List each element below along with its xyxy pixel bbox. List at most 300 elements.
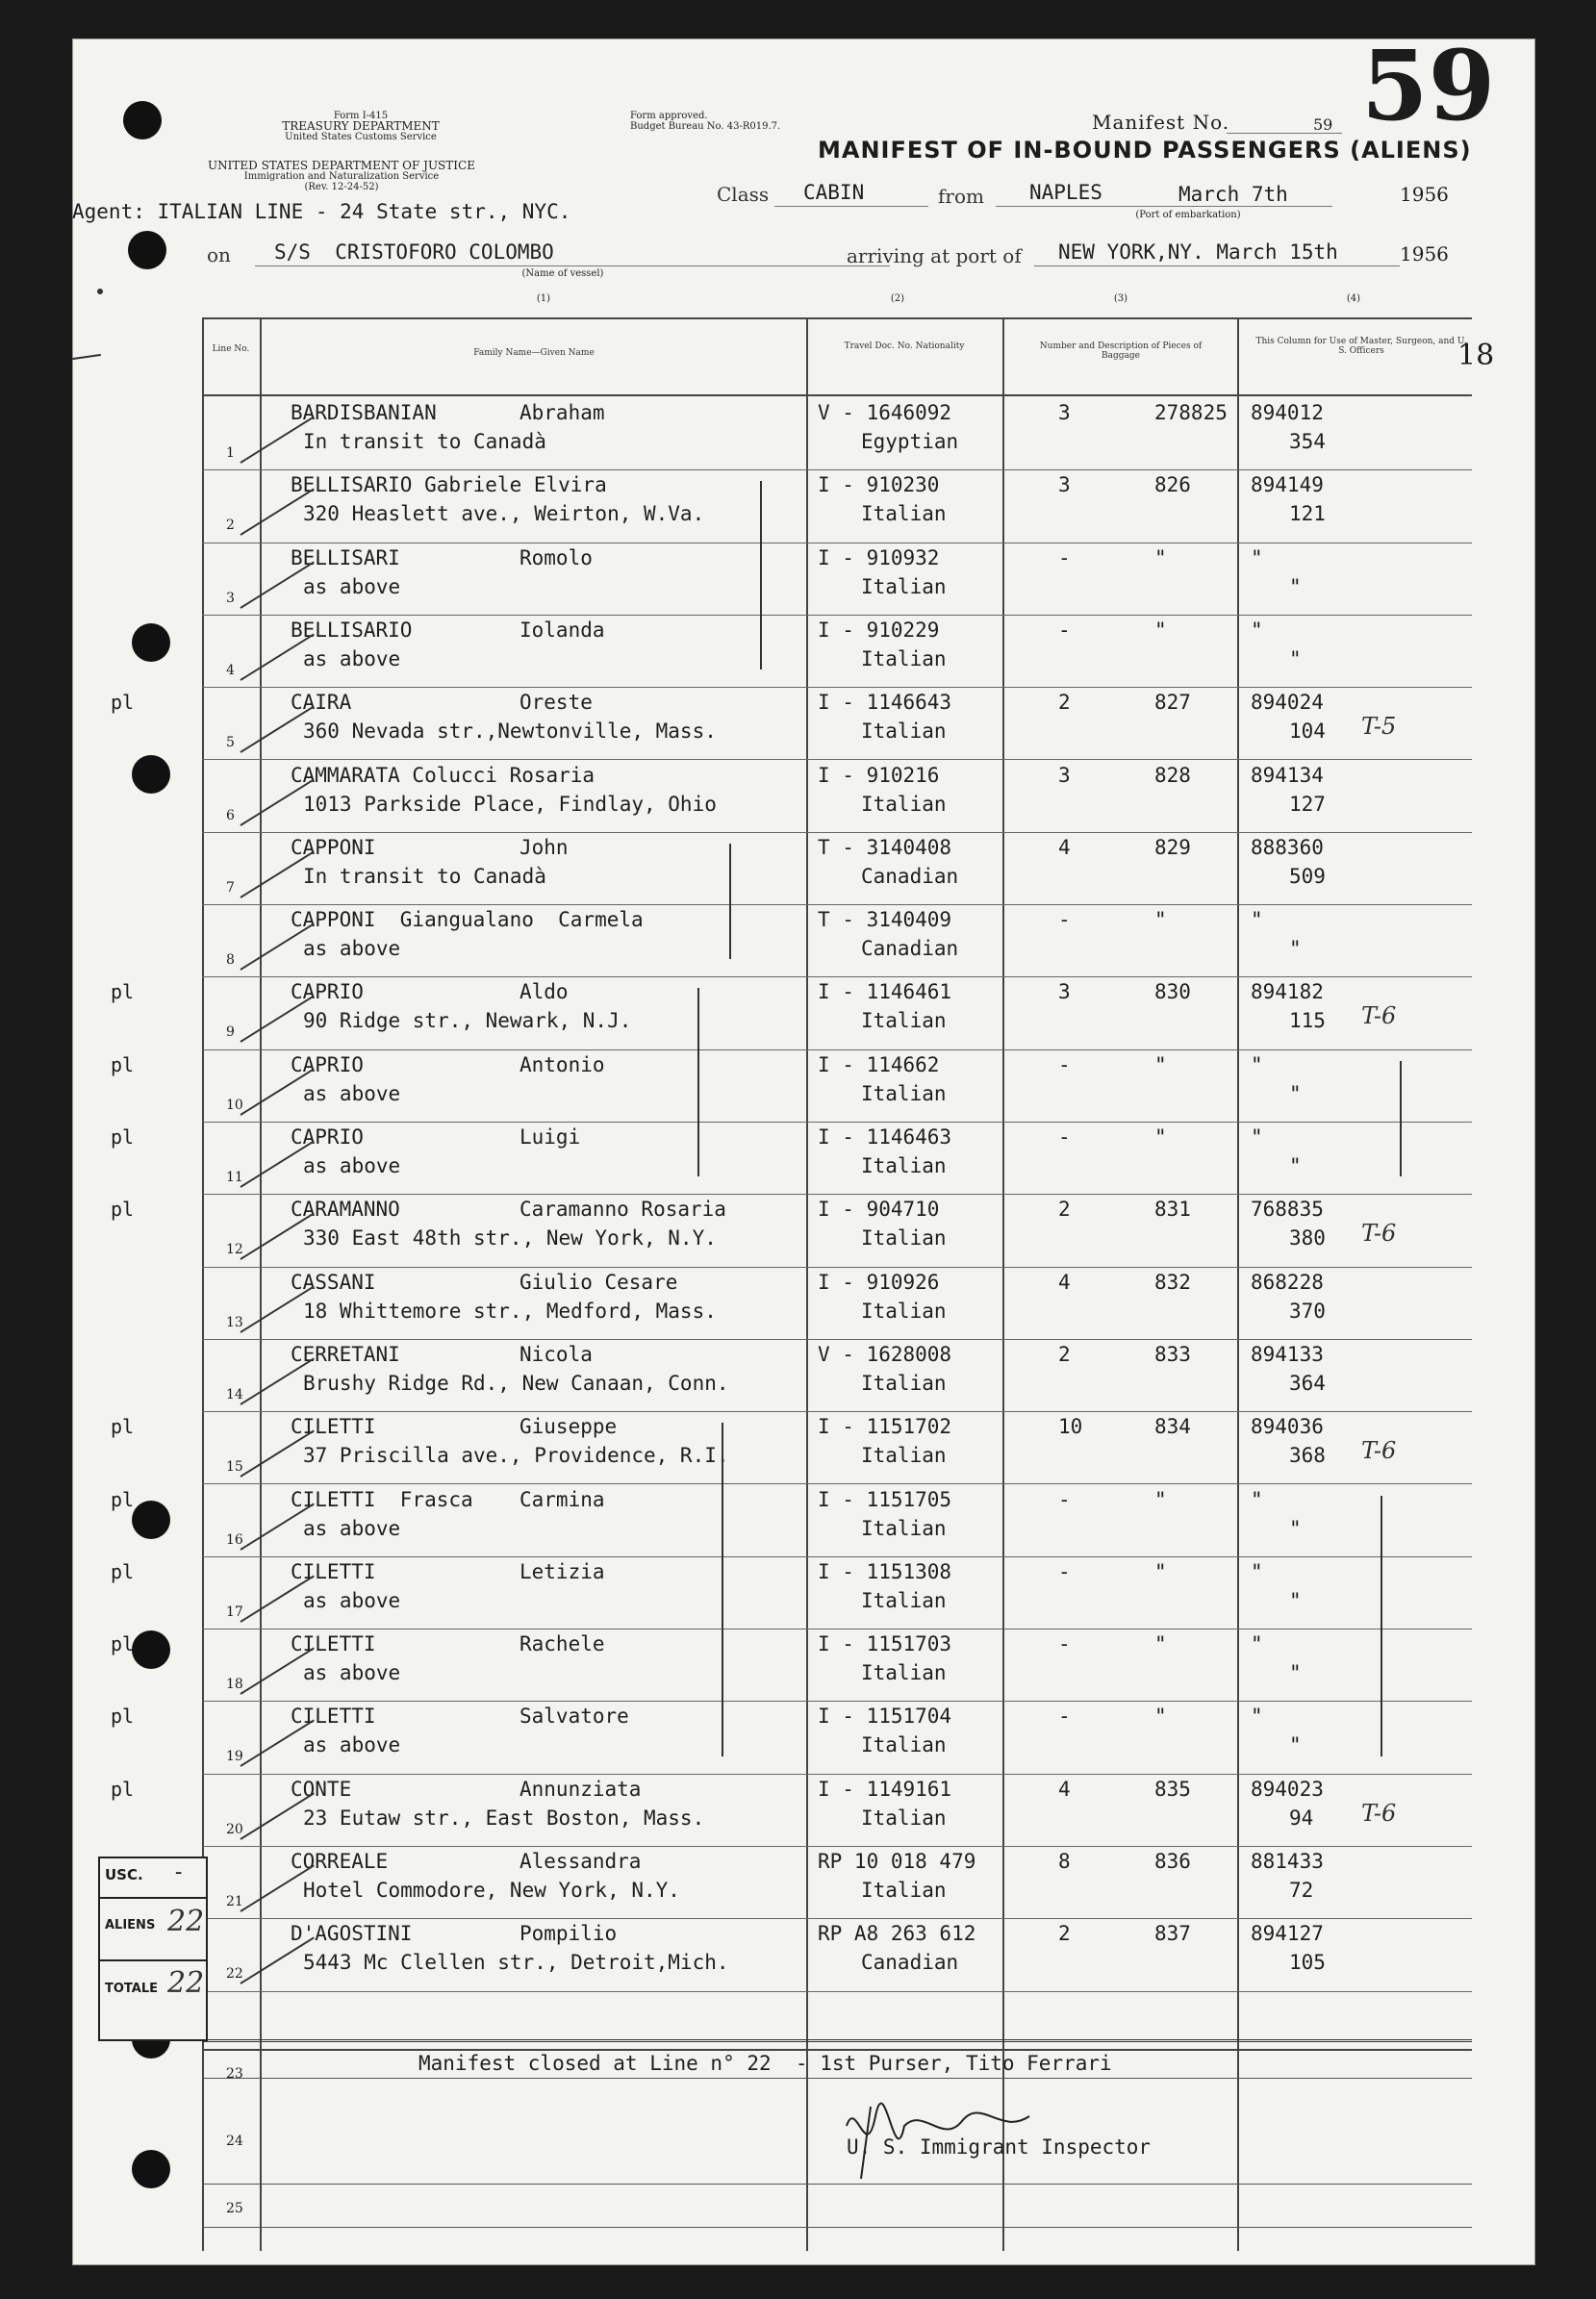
official-number: 894134: [1251, 763, 1324, 787]
pencil-annotation: T-6: [1361, 1002, 1397, 1030]
family-name: CAPRIO: [291, 1125, 364, 1149]
row-rule: [202, 1918, 1472, 1919]
baggage-description: 835: [1154, 1777, 1191, 1801]
table-row: [202, 471, 1472, 543]
col-header-official-use: This Column for Use of Master, Surgeon, and U. S. Officers: [1255, 337, 1467, 356]
official-number: ": [1251, 1559, 1263, 1583]
travel-doc-number: I - 910932: [818, 545, 940, 569]
line-number: 16: [226, 1531, 243, 1548]
from-port: NAPLES: [1029, 181, 1102, 204]
underline: [255, 265, 890, 266]
pl-mark: pl: [111, 1487, 135, 1511]
baggage-pieces: 2: [1058, 691, 1071, 715]
line-number: 10: [226, 1097, 243, 1113]
nationality: Italian: [861, 1081, 947, 1105]
baggage-description: 834: [1154, 1415, 1191, 1439]
line-number-23: 23: [226, 2066, 243, 2082]
row-rule: [202, 1701, 1472, 1702]
official-number: 894133: [1251, 1342, 1324, 1366]
baggage-description: 826: [1154, 473, 1191, 497]
manifest-title: MANIFEST OF IN-BOUND PASSENGERS (ALIENS): [818, 137, 1472, 164]
aliens-label: ALIENS: [105, 1918, 156, 1933]
side-number: 18: [1457, 339, 1495, 372]
port-caption: (Port of embarkation): [1135, 210, 1241, 220]
table-row: [111, 1486, 1472, 1558]
baggage-description: ": [1154, 545, 1167, 569]
official-number: 894182: [1251, 980, 1324, 1004]
table-row: [111, 1413, 1472, 1485]
family-name: CILETTI: [291, 1632, 376, 1656]
arrival-port-date: NEW YORK,NY. March 15th: [1058, 240, 1338, 264]
official-number: ": [1251, 1125, 1263, 1149]
punch-hole: [123, 101, 162, 139]
totale-label: TOTALE: [105, 1982, 159, 1996]
nationality: Italian: [861, 1444, 947, 1468]
punch-hole: [132, 623, 170, 662]
travel-doc-number: I - 1151705: [818, 1487, 952, 1511]
baggage-pieces: -: [1058, 908, 1071, 932]
travel-doc-number: I - 1151308: [818, 1559, 952, 1583]
family-bracket: [722, 1423, 723, 1756]
baggage-pieces: 10: [1058, 1415, 1083, 1439]
given-name: Rachele: [519, 1632, 605, 1656]
table-row: [202, 1920, 1472, 1992]
family-name: CAPRIO: [291, 980, 364, 1004]
baggage-pieces: 2: [1058, 1198, 1071, 1222]
pl-mark: pl: [111, 1705, 135, 1729]
table-row: [111, 1558, 1472, 1630]
address: as above: [303, 1588, 401, 1612]
travel-doc-number: RP 10 018 479: [818, 1850, 976, 1873]
underline: [996, 206, 1332, 207]
official-number: 881433: [1251, 1850, 1324, 1873]
line-number: 17: [226, 1604, 243, 1620]
class-value: CABIN: [803, 181, 865, 204]
line-number: 7: [226, 879, 235, 896]
table-row: [111, 1196, 1472, 1268]
address: as above: [303, 1081, 401, 1105]
baggage-description: ": [1154, 1632, 1167, 1656]
manifest-no-small: 59: [1313, 115, 1333, 134]
official-code: 127: [1289, 792, 1326, 816]
baggage-pieces: 3: [1058, 980, 1071, 1004]
nationality: Egyptian: [861, 430, 959, 453]
departure-date: March 7th: [1178, 183, 1288, 206]
line-number-25: 25: [226, 2201, 243, 2216]
form-approved-block: [630, 111, 780, 132]
budget-bureau: Budget Bureau No. 43-R019.7.: [630, 121, 781, 132]
given-name: Pompilio: [519, 1922, 618, 1946]
manifest-number: 59: [1361, 29, 1496, 142]
baggage-pieces: -: [1058, 1705, 1071, 1729]
col-number-2: (2): [890, 293, 905, 304]
official-number: ": [1251, 1705, 1263, 1729]
col-header-travel-doc: Travel Doc. No. Nationality: [844, 341, 965, 351]
table-row: [202, 1848, 1472, 1920]
arriving-label: arriving at port of: [847, 244, 1022, 267]
official-number: 894036: [1251, 1415, 1324, 1439]
travel-doc-number: I - 1146461: [818, 980, 952, 1004]
official-number: ": [1251, 908, 1263, 932]
pl-mark: pl: [111, 1198, 135, 1222]
line-number: 5: [226, 735, 235, 751]
inspector-label: U. S. Immigrant Inspector: [847, 2135, 1152, 2159]
official-code: ": [1289, 1733, 1302, 1757]
justice-dept: UNITED STATES DEPARTMENT OF JUSTICE: [208, 159, 475, 172]
baggage-pieces: -: [1058, 1125, 1071, 1149]
table-top-rule: [202, 317, 1472, 319]
row-rule: [202, 1629, 1472, 1630]
col-header-line-no: Line No.: [212, 344, 250, 354]
baggage-pieces: 3: [1058, 473, 1071, 497]
baggage-description: 833: [1154, 1342, 1191, 1366]
line-number: 6: [226, 807, 235, 823]
justice-block: [197, 161, 486, 192]
given-name: Aldo: [519, 980, 569, 1004]
pl-mark: pl: [111, 1632, 135, 1656]
baggage-description: ": [1154, 1705, 1167, 1729]
baggage-pieces: 4: [1058, 835, 1071, 859]
address: as above: [303, 1516, 401, 1540]
table-row: [202, 1269, 1472, 1341]
given-name: Giuseppe: [519, 1415, 618, 1439]
baggage-pieces: -: [1058, 618, 1071, 642]
on-label: on: [207, 243, 231, 266]
row-rule: [202, 2184, 1472, 2185]
address: Hotel Commodore, New York, N.Y.: [303, 1879, 680, 1902]
pl-mark: pl: [111, 1559, 135, 1583]
pencil-annotation: T-6: [1361, 1437, 1397, 1465]
official-number: 768835: [1251, 1198, 1324, 1222]
table-row: [202, 834, 1472, 906]
given-name: Romolo: [519, 545, 593, 569]
official-code: ": [1289, 646, 1302, 670]
address: as above: [303, 937, 401, 961]
revision-date: (Rev. 12-24-52): [304, 182, 379, 192]
nationality: Canadian: [861, 937, 959, 961]
line-number: 21: [226, 1894, 243, 1909]
pl-mark: pl: [111, 1777, 135, 1801]
official-code: 94: [1289, 1806, 1314, 1830]
family-bracket: [729, 844, 731, 960]
official-code: ": [1289, 1516, 1302, 1540]
underline: [774, 206, 928, 207]
baggage-description: 837: [1154, 1922, 1191, 1946]
row-rule: [202, 1991, 1472, 1992]
baggage-pieces: 3: [1058, 401, 1071, 424]
baggage-description: ": [1154, 1052, 1167, 1076]
vessel-name: S/S CRISTOFORO COLOMBO: [274, 240, 554, 264]
given-name: Alessandra: [519, 1850, 642, 1873]
ink-dot: [97, 289, 103, 294]
official-number: 894012: [1251, 401, 1324, 424]
pl-mark: pl: [111, 691, 135, 715]
row-rule: [202, 1122, 1472, 1123]
family-name: CORREALE: [291, 1850, 389, 1873]
travel-doc-number: I - 904710: [818, 1198, 940, 1222]
punch-hole: [132, 1501, 170, 1539]
table-row: [111, 978, 1472, 1050]
baggage-description: 830: [1154, 980, 1191, 1004]
baggage-pieces: -: [1058, 1487, 1071, 1511]
given-name: Annunziata: [519, 1777, 642, 1801]
given-name: Salvatore: [519, 1705, 629, 1729]
vessel-caption: (Name of vessel): [521, 268, 604, 279]
official-number: 868228: [1251, 1270, 1324, 1294]
baggage-description: ": [1154, 908, 1167, 932]
family-name: CILETTI: [291, 1705, 376, 1729]
nationality: Italian: [861, 1806, 947, 1830]
given-name: Nicola: [519, 1342, 593, 1366]
travel-doc-number: I - 910229: [818, 618, 940, 642]
tally-box: [98, 1857, 208, 2041]
address: as above: [303, 574, 401, 598]
row-rule: [202, 1556, 1472, 1557]
pl-mark: pl: [111, 1125, 135, 1149]
baggage-description: 827: [1154, 691, 1191, 715]
address: 1013 Parkside Place, Findlay, Ohio: [303, 792, 717, 816]
form-approved: Form approved.: [630, 111, 708, 121]
ins-service: Immigration and Naturalization Service: [243, 171, 440, 182]
row-rule: [202, 1483, 1472, 1484]
baggage-pieces: -: [1058, 1559, 1071, 1583]
table-row: [202, 617, 1472, 689]
punch-hole: [128, 231, 166, 269]
family-name: D'AGOSTINI: [291, 1922, 413, 1946]
row-rule: [202, 1194, 1472, 1195]
baggage-pieces: 2: [1058, 1342, 1071, 1366]
given-name: Abraham: [519, 401, 605, 424]
line-number: 12: [226, 1242, 243, 1258]
nationality: Italian: [861, 574, 947, 598]
nationality: Italian: [861, 502, 947, 526]
baggage-pieces: 8: [1058, 1850, 1071, 1873]
row-rule: [202, 904, 1472, 905]
nationality: Italian: [861, 1226, 947, 1251]
line-number: 20: [226, 1821, 243, 1837]
col-number-3: (3): [1113, 293, 1128, 304]
table-row: [111, 1776, 1472, 1848]
travel-doc-number: I - 910230: [818, 473, 940, 497]
row-rule: [202, 976, 1472, 977]
official-code: 121: [1289, 502, 1326, 526]
tally-rule: [100, 1959, 206, 1961]
family-bracket: [1400, 1061, 1402, 1177]
totale-value: 22: [167, 1966, 205, 2000]
family-name: CAMMARATA Colucci Rosaria: [291, 763, 595, 787]
aliens-value: 22: [167, 1905, 205, 1938]
row-rule: [202, 759, 1472, 760]
address: Brushy Ridge Rd., New Canaan, Conn.: [303, 1371, 729, 1395]
nationality: Italian: [861, 720, 947, 744]
baggage-description: 831: [1154, 1198, 1191, 1222]
line-number: 1: [226, 445, 235, 461]
tally-rule: [100, 1897, 206, 1899]
address: 37 Priscilla ave., Providence, R.I.: [303, 1444, 729, 1468]
official-number: ": [1251, 618, 1263, 642]
closing-statement: Manifest closed at Line n° 22 - 1st Purser, Tito Ferrari: [418, 2052, 1112, 2075]
row-rule: [202, 1411, 1472, 1412]
class-label: Class: [717, 183, 770, 206]
col-number-4: (4): [1346, 293, 1361, 304]
official-number: ": [1251, 1487, 1263, 1511]
address: 90 Ridge str., Newark, N.J.: [303, 1009, 632, 1033]
baggage-pieces: 4: [1058, 1777, 1071, 1801]
given-name: Iolanda: [519, 618, 605, 642]
address: 320 Heaslett ave., Weirton, W.Va.: [303, 502, 705, 526]
pl-mark: pl: [111, 1415, 135, 1439]
form-id-block: [265, 111, 457, 142]
given-name: Oreste: [519, 691, 593, 715]
family-name: CILETTI Frasca: [291, 1487, 473, 1511]
closing-double-rule: [202, 2039, 1472, 2042]
given-name: Caramanno Rosaria: [519, 1198, 726, 1222]
row-rule: [202, 2227, 1472, 2228]
punch-hole: [132, 1630, 170, 1669]
nationality: Italian: [861, 646, 947, 670]
official-code: 105: [1289, 1951, 1326, 1975]
official-number: ": [1251, 1632, 1263, 1656]
nationality: Italian: [861, 1371, 947, 1395]
travel-doc-number: T - 3140408: [818, 835, 952, 859]
official-code: 72: [1289, 1879, 1314, 1902]
line-number: 14: [226, 1386, 243, 1402]
row-rule: [202, 1774, 1472, 1775]
travel-doc-number: I - 114662: [818, 1052, 940, 1076]
family-name: CAPPONI Giangualano Carmela: [291, 908, 644, 932]
baggage-pieces: -: [1058, 1632, 1071, 1656]
pl-mark: pl: [111, 1052, 135, 1076]
official-number: 894024: [1251, 691, 1324, 715]
col-number-1: (1): [536, 293, 551, 304]
treasury-dept: TREASURY DEPARTMENT: [282, 119, 440, 133]
line-number: 11: [226, 1170, 243, 1185]
official-number: ": [1251, 1052, 1263, 1076]
family-name: BARDISBANIAN: [291, 401, 437, 424]
family-bracket: [697, 988, 699, 1176]
travel-doc-number: I - 1151703: [818, 1632, 952, 1656]
table-row: [202, 906, 1472, 978]
address: 360 Nevada str.,Newtonville, Mass.: [303, 720, 717, 744]
official-number: 888360: [1251, 835, 1324, 859]
arrival-year: 1956: [1400, 242, 1449, 265]
official-code: 380: [1289, 1226, 1326, 1251]
travel-doc-number: I - 1151702: [818, 1415, 952, 1439]
given-name: Luigi: [519, 1125, 581, 1149]
address: 330 East 48th str., New York, N.Y.: [303, 1226, 717, 1251]
baggage-description: ": [1154, 618, 1167, 642]
agent-line: Agent: ITALIAN LINE - 24 State str., NYC.: [72, 200, 571, 223]
line-number: 9: [226, 1024, 235, 1041]
table-row: [202, 1341, 1472, 1413]
line-number: 4: [226, 662, 235, 678]
line-number: 13: [226, 1314, 243, 1330]
address: In transit to Canadà: [303, 430, 546, 453]
official-code: 115: [1289, 1009, 1326, 1033]
line-number-24: 24: [226, 2134, 243, 2149]
official-number: 894127: [1251, 1922, 1324, 1946]
table-row: [202, 399, 1472, 471]
official-code: 370: [1289, 1299, 1326, 1323]
col-header-baggage: Number and Description of Pieces of Baggage: [1039, 341, 1203, 361]
family-bracket: [1381, 1496, 1382, 1756]
address: 23 Eutaw str., East Boston, Mass.: [303, 1806, 705, 1830]
row-rule: [202, 1267, 1472, 1268]
official-code: 104: [1289, 720, 1326, 744]
travel-doc-number: RP A8 263 612: [818, 1922, 976, 1946]
family-name: BELLISARIO Gabriele Elvira: [291, 473, 607, 497]
line-number: 18: [226, 1677, 243, 1693]
line-number: 22: [226, 1966, 243, 1983]
row-rule: [202, 832, 1472, 833]
official-code: 509: [1289, 864, 1326, 888]
official-number: ": [1251, 545, 1263, 569]
family-name: CILETTI: [291, 1415, 376, 1439]
line-number: 2: [226, 518, 235, 534]
row-rule: [202, 1339, 1472, 1340]
baggage-pieces: 4: [1058, 1270, 1071, 1294]
departure-year: 1956: [1400, 183, 1449, 206]
address: as above: [303, 1154, 401, 1177]
family-name: CONTE: [291, 1777, 352, 1801]
baggage-description: 832: [1154, 1270, 1191, 1294]
family-bracket: [760, 481, 762, 669]
official-code: ": [1289, 574, 1302, 598]
nationality: Italian: [861, 792, 947, 816]
row-rule: [202, 1049, 1472, 1050]
row-rule: [202, 2078, 1472, 2079]
baggage-description: 836: [1154, 1850, 1191, 1873]
address: 18 Whittemore str., Medford, Mass.: [303, 1299, 717, 1323]
row-rule: [202, 469, 1472, 470]
baggage-pieces: 3: [1058, 763, 1071, 787]
travel-doc-number: I - 1146643: [818, 691, 952, 715]
family-name: BELLISARIO: [291, 618, 413, 642]
line-number: 15: [226, 1459, 243, 1476]
given-name: Antonio: [519, 1052, 605, 1076]
official-number: 894149: [1251, 473, 1324, 497]
table-row: [202, 762, 1472, 834]
punch-hole: [132, 2150, 170, 2188]
line-number: 19: [226, 1749, 243, 1765]
table-row: [111, 1703, 1472, 1775]
family-name: BELLISARI: [291, 545, 400, 569]
usc-label: USC.: [105, 1866, 143, 1883]
official-code: ": [1289, 1081, 1302, 1105]
official-code: 368: [1289, 1444, 1326, 1468]
baggage-description: 828: [1154, 763, 1191, 787]
table-row: [111, 1124, 1472, 1196]
official-code: 354: [1289, 430, 1326, 453]
line-number: 3: [226, 590, 235, 606]
family-name: CILETTI: [291, 1559, 376, 1583]
family-name: CARAMANNO: [291, 1198, 400, 1222]
travel-doc-number: I - 1151704: [818, 1705, 952, 1729]
nationality: Italian: [861, 1879, 947, 1902]
official-number: 894023: [1251, 1777, 1324, 1801]
baggage-description: ": [1154, 1559, 1167, 1583]
pencil-annotation: T-6: [1361, 1799, 1397, 1827]
underline: [1034, 265, 1400, 266]
from-label: from: [938, 185, 984, 208]
table-row: [111, 689, 1472, 761]
baggage-pieces: 2: [1058, 1922, 1071, 1946]
pencil-annotation: T-5: [1361, 713, 1397, 741]
family-name: CAPPONI: [291, 835, 376, 859]
family-name: CAPRIO: [291, 1052, 364, 1076]
baggage-description: ": [1154, 1125, 1167, 1149]
pencil-mark: [72, 354, 101, 360]
